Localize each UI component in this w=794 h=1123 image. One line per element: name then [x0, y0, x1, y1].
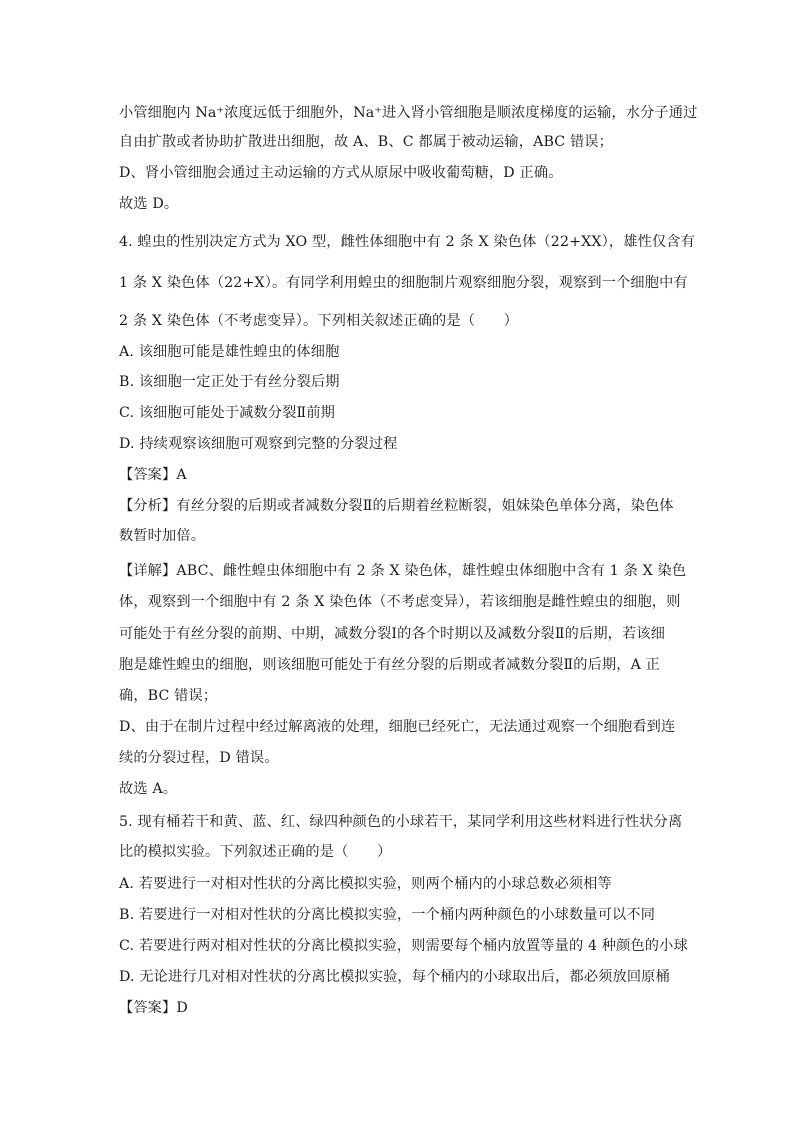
option-d: D. 无论进行几对相对性状的分离比模拟实验，每个桶内的小球取出后，都必须放回原桶 [119, 969, 670, 985]
option-c: C. 若要进行两对相对性状的分离比模拟实验，则需要每个桶内放置等量的 4 种颜色的小球 [119, 938, 688, 954]
answer-label: 【答案】D [119, 1000, 188, 1016]
option-a: A. 该细胞可能是雄性蝗虫的体细胞 [119, 344, 340, 360]
explanation-text: 体，观察到一个细胞中有 2 条 X 染色体（不考虑变异），若该细胞是雌性蝗虫的细胞，则 [119, 594, 681, 610]
text-line: 故选 D。 [119, 196, 179, 212]
analysis-text: 【分析】有丝分裂的后期或者减数分裂Ⅱ的后期着丝粒断裂，姐妹染色单体分离，染色体 [119, 498, 674, 514]
analysis-text: 数暂时加倍。 [119, 528, 206, 544]
question-4-stem: 4. 蝗虫的性别决定方式为 XO 型，雌性体细胞中有 2 条 X 染色体（22+XX），雄性仅含有 [119, 234, 695, 250]
text-line: 小管细胞内 Na⁺浓度远低于细胞外，Na⁺进入肾小管细胞是顺浓度梯度的运输，水分子通过 [119, 105, 698, 121]
explanation-text: 确，BC 错误； [119, 688, 218, 704]
explanation-text: 续的分裂过程，D 错误。 [119, 750, 279, 766]
explanation-text: 【详解】ABC、雌性蝗虫体细胞中有 2 条 X 染色体，雄性蝗虫体细胞中含有 1 条 X 染色 [119, 563, 687, 579]
text-line: D、肾小管细胞会通过主动运输的方式从原尿中吸收葡萄糖，D 正确。 [119, 165, 563, 181]
option-a: A. 若要进行一对相对性状的分离比模拟实验，则两个桶内的小球总数必须相等 [119, 876, 612, 892]
option-b: B. 若要进行一对相对性状的分离比模拟实验，一个桶内两种颜色的小球数量可以不同 [119, 907, 656, 923]
option-c: C. 该细胞可能处于减数分裂Ⅱ前期 [119, 405, 336, 421]
conclusion-text: 故选 A。 [119, 781, 178, 797]
question-5-stem: 5. 现有桶若干和黄、蓝、红、绿四种颜色的小球若干，某同学利用这些材料进行性状分离 [119, 814, 683, 830]
question-5-stem: 比的模拟实验。下列叙述正确的是（ ） [119, 844, 392, 860]
explanation-text: 胞是雄性蝗虫的细胞，则该细胞可能处于有丝分裂的后期或者减数分裂Ⅱ的后期，A 正 [119, 657, 661, 673]
explanation-text: D、由于在制片过程中经过解离液的处理，细胞已经死亡，无法通过观察一个细胞看到连 [119, 719, 676, 735]
option-b: B. 该细胞一定正处于有丝分裂后期 [119, 374, 340, 390]
explanation-text: 可能处于有丝分裂的前期、中期，减数分裂Ⅰ的各个时期以及减数分裂Ⅱ的后期，若该细 [119, 626, 666, 642]
text-line: 自由扩散或者协助扩散进出细胞，故 A、B、C 都属于被动运输，ABC 错误； [119, 134, 613, 150]
answer-label: 【答案】A [119, 467, 187, 483]
question-4-stem: 1 条 X 染色体（22+X）。有同学利用蝗虫的细胞制片观察细胞分裂，观察到一个细胞中有 [119, 275, 688, 291]
option-d: D. 持续观察该细胞可观察到完整的分裂过程 [119, 436, 398, 452]
question-4-stem: 2 条 X 染色体（不考虑变异）。下列相关叙述正确的是（ ） [119, 313, 519, 329]
